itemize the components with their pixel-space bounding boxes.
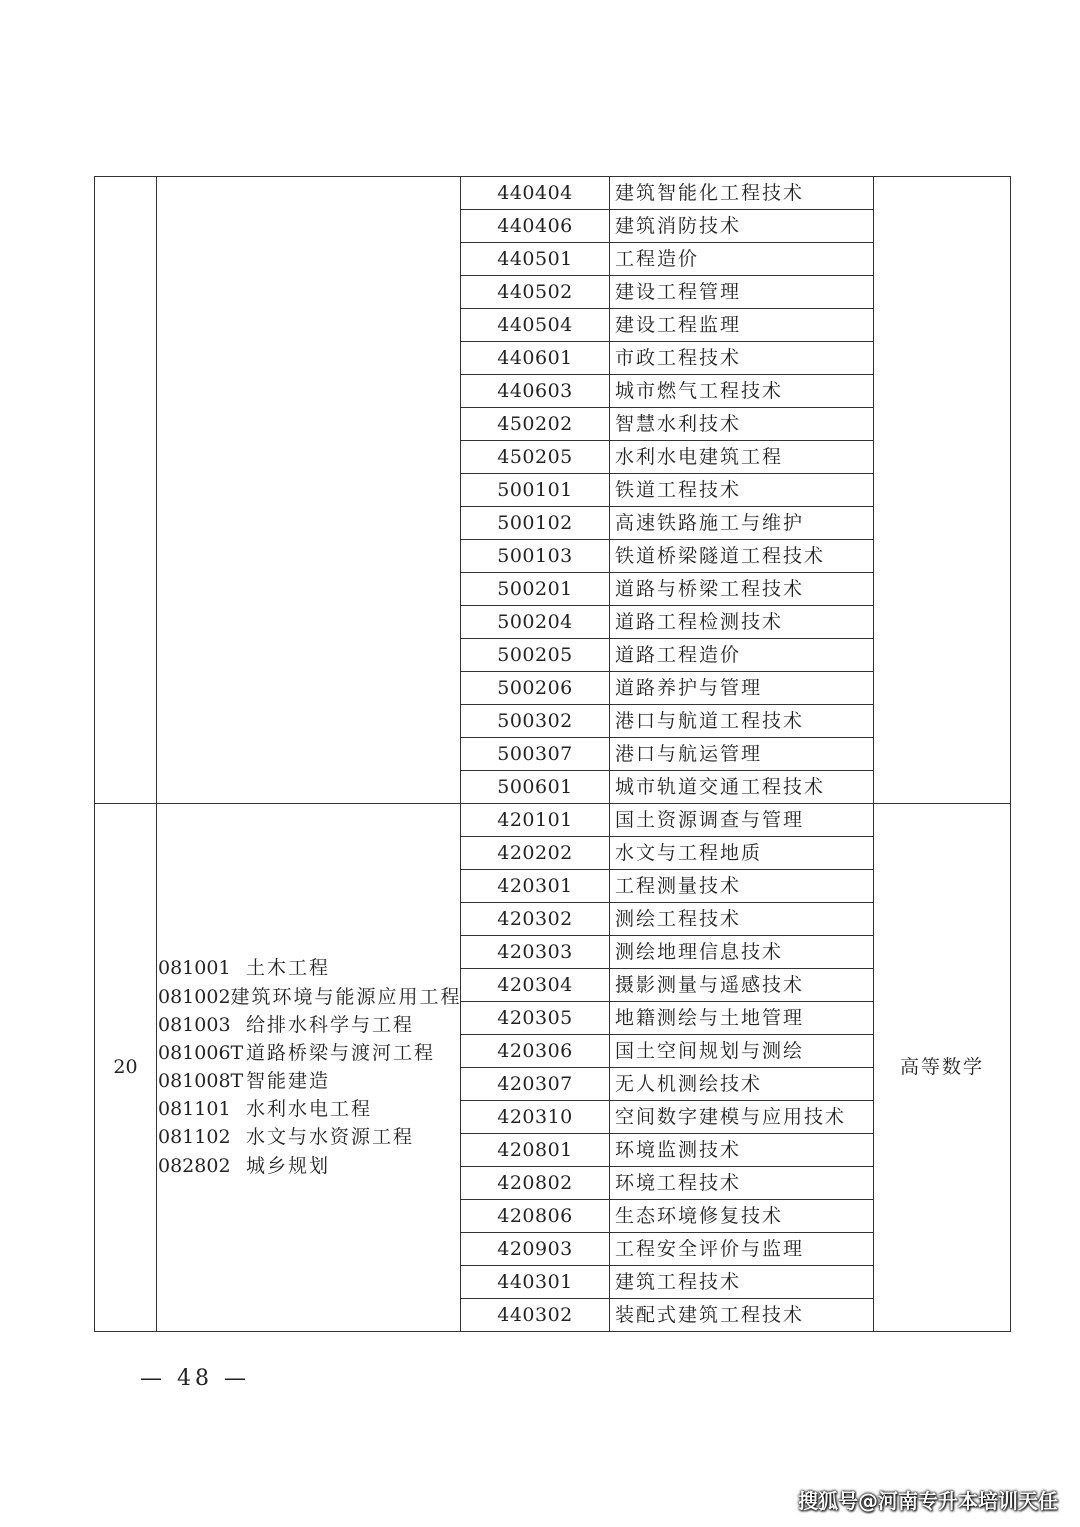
vocational-name-cell: 城市轨道交通工程技术 [610,771,874,804]
vocational-code-cell: 420802 [461,1167,610,1200]
bachelor-major-name: 建筑环境与能源应用工程 [230,985,462,1008]
vocational-code-cell: 440603 [461,375,610,408]
vocational-code-cell: 500302 [461,705,610,738]
vocational-name-cell: 装配式建筑工程技术 [610,1299,874,1332]
bachelor-major-list [157,955,460,1181]
bachelor-major-item [158,1124,460,1152]
vocational-name-cell: 摄影测量与遥感技术 [610,969,874,1002]
vocational-code-cell: 500204 [461,606,610,639]
vocational-code-cell: 500103 [461,540,610,573]
vocational-code-cell: 420310 [461,1101,610,1134]
bachelor-major-item [158,983,460,1011]
vocational-name-cell: 市政工程技术 [610,342,874,375]
vocational-name-cell: 空间数字建模与应用技术 [610,1101,874,1134]
vocational-name-cell: 国土资源调查与管理 [610,804,874,837]
bachelor-major-item [158,955,460,983]
bachelor-major-item [158,1068,460,1096]
vocational-name-cell: 道路与桥梁工程技术 [610,573,874,606]
vocational-name-cell: 工程造价 [610,243,874,276]
vocational-code-cell: 420305 [461,1002,610,1035]
vocational-code-cell: 500307 [461,738,610,771]
vocational-code-cell: 440406 [461,210,610,243]
vocational-code-cell: 420301 [461,870,610,903]
vocational-name-cell: 城市燃气工程技术 [610,375,874,408]
vocational-code-cell: 420302 [461,903,610,936]
exam-subject-cell: 高等数学 [874,804,1011,1332]
bachelor-major-code: 081003 [158,1013,231,1036]
bachelor-major-name: 给排水科学与工程 [246,1013,415,1036]
table-row [95,804,1011,837]
vocational-name-cell: 建筑消防技术 [610,210,874,243]
vocational-name-cell: 生态环境修复技术 [610,1200,874,1233]
vocational-code-cell: 420903 [461,1233,610,1266]
bachelor-major-code: 081008T [158,1070,244,1093]
vocational-code-cell: 500206 [461,672,610,705]
vocational-code-cell: 420306 [461,1035,610,1068]
vocational-name-cell: 地籍测绘与土地管理 [610,1002,874,1035]
vocational-code-cell: 440601 [461,342,610,375]
bachelor-major-name: 城乡规划 [246,1154,331,1177]
vocational-code-cell: 420303 [461,936,610,969]
vocational-name-cell: 建设工程管理 [610,276,874,309]
vocational-name-cell: 港口与航运管理 [610,738,874,771]
bachelor-major-code: 081102 [158,1126,231,1149]
bachelor-major-item [158,1152,460,1180]
vocational-name-cell: 铁道工程技术 [610,474,874,507]
vocational-code-cell: 440502 [461,276,610,309]
vocational-name-cell: 高速铁路施工与维护 [610,507,874,540]
bachelor-major-code: 081006T [158,1041,244,1064]
vocational-code-cell: 440302 [461,1299,610,1332]
index-cell-empty [95,177,157,804]
vocational-code-cell: 420101 [461,804,610,837]
bachelor-major-code: 082802 [158,1154,231,1177]
vocational-name-cell: 工程安全评价与监理 [610,1233,874,1266]
bachelor-major-code: 081101 [158,1098,231,1121]
vocational-name-cell: 水利水电建筑工程 [610,441,874,474]
vocational-code-cell: 440301 [461,1266,610,1299]
vocational-code-cell: 500601 [461,771,610,804]
vocational-name-cell: 铁道桥梁隧道工程技术 [610,540,874,573]
vocational-code-cell: 420202 [461,837,610,870]
index-cell: 20 [95,804,157,1332]
vocational-name-cell: 测绘工程技术 [610,903,874,936]
vocational-name-cell: 国土空间规划与测绘 [610,1035,874,1068]
vocational-code-cell: 500205 [461,639,610,672]
vocational-name-cell: 智慧水利技术 [610,408,874,441]
vocational-name-cell: 建筑智能化工程技术 [610,177,874,210]
vocational-code-cell: 440404 [461,177,610,210]
vocational-code-cell: 420806 [461,1200,610,1233]
major-table [94,176,1011,1332]
vocational-code-cell: 500201 [461,573,610,606]
bachelor-major-name: 水利水电工程 [246,1098,373,1121]
vocational-code-cell: 500101 [461,474,610,507]
vocational-code-cell: 420307 [461,1068,610,1101]
vocational-name-cell: 道路养护与管理 [610,672,874,705]
vocational-name-cell: 道路工程造价 [610,639,874,672]
vocational-code-cell: 450205 [461,441,610,474]
watermark: 搜狐号@河南专升本培训天任 [798,1489,1058,1513]
bachelor-major-name: 水文与水资源工程 [246,1126,415,1149]
bachelor-cell-empty [157,177,461,804]
vocational-name-cell: 建筑工程技术 [610,1266,874,1299]
vocational-name-cell: 建设工程监理 [610,309,874,342]
bachelor-major-item [158,1011,460,1039]
vocational-name-cell: 水文与工程地质 [610,837,874,870]
vocational-name-cell: 道路工程检测技术 [610,606,874,639]
page-number: — 48 — [140,1366,250,1391]
vocational-code-cell: 440504 [461,309,610,342]
vocational-name-cell: 无人机测绘技术 [610,1068,874,1101]
bachelor-major-item [158,1096,460,1124]
bachelor-major-name: 道路桥梁与渡河工程 [246,1041,436,1064]
vocational-code-cell: 420304 [461,969,610,1002]
vocational-name-cell: 测绘地理信息技术 [610,936,874,969]
bachelor-major-name: 土木工程 [246,957,331,980]
vocational-code-cell: 450202 [461,408,610,441]
vocational-code-cell: 440501 [461,243,610,276]
vocational-name-cell: 工程测量技术 [610,870,874,903]
vocational-name-cell: 港口与航道工程技术 [610,705,874,738]
bachelor-majors-cell [157,804,461,1332]
bachelor-major-name: 智能建造 [246,1070,331,1093]
vocational-name-cell: 环境工程技术 [610,1167,874,1200]
bachelor-major-item [158,1039,460,1067]
vocational-code-cell: 420801 [461,1134,610,1167]
table-row [95,177,1011,210]
vocational-name-cell: 环境监测技术 [610,1134,874,1167]
exam-cell-empty [874,177,1011,804]
bachelor-major-code: 081001 [158,957,231,980]
bachelor-major-code: 081002 [158,985,231,1008]
vocational-code-cell: 500102 [461,507,610,540]
